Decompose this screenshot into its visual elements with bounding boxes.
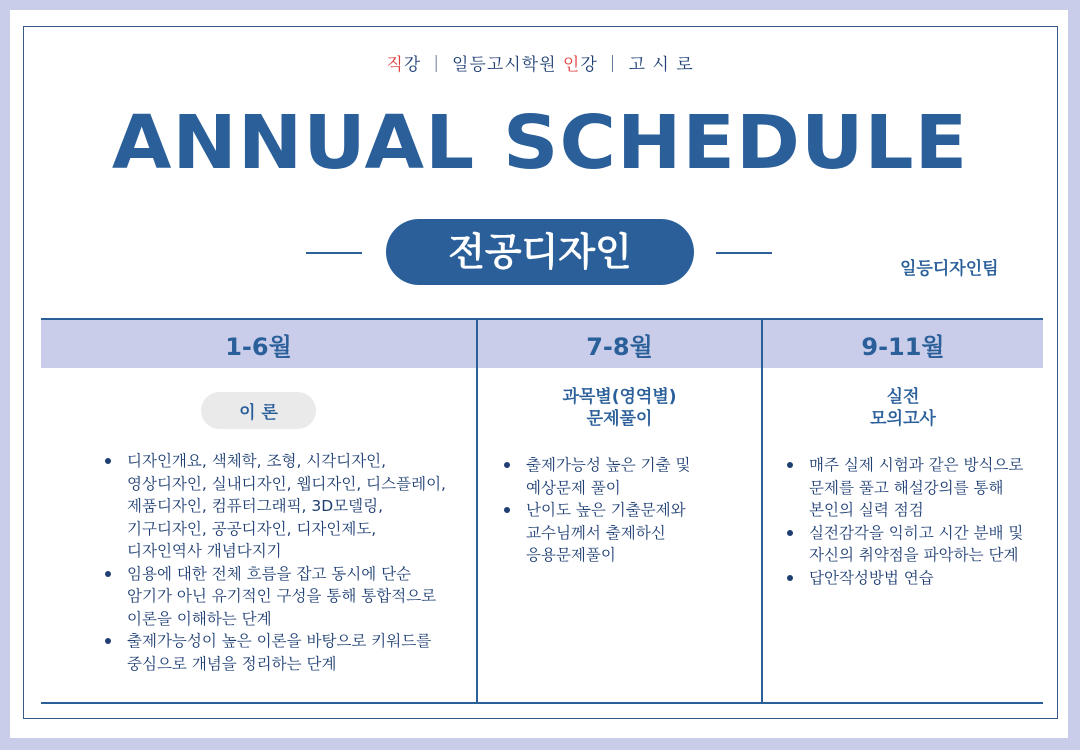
list-item: 답안작성방법 연습 <box>809 567 1031 590</box>
period-header-row <box>41 319 1043 368</box>
team-name: 일등디자인팀 <box>900 259 999 279</box>
stage-list <box>763 454 1043 589</box>
stage-tag: 이 론 <box>201 392 316 429</box>
schedule-cell-practice <box>477 368 762 703</box>
list-item: 임용에 대한 전체 흐름을 잡고 동시에 단순 암기가 아닌 유기적인 구성을 통해 통합적으로 이론을 이해하는 단계 <box>127 563 454 631</box>
subject-divider-right <box>716 252 772 254</box>
list-item: 출제가능성이 높은 이론을 바탕으로 키워드를 중심으로 개념을 정리하는 단계 <box>127 630 454 675</box>
tagline-part-2: 강 ｜ 고 시 로 <box>580 55 694 75</box>
subject-divider-left <box>306 252 362 254</box>
schedule-cell-mock-exam <box>762 368 1043 703</box>
stage-tag-line: 모의고사 <box>870 409 936 429</box>
schedule-row <box>41 368 1043 703</box>
list-item: 난이도 높은 기출문제와 교수님께서 출제하신 응용문제풀이 <box>526 499 743 567</box>
stage-tag-line: 실전 <box>886 387 920 407</box>
top-tagline <box>0 50 1080 75</box>
list-item: 매주 실제 시험과 같은 방식으로 문제를 풀고 해설강의를 통해 본인의 실력 점검 <box>809 454 1031 522</box>
tagline-part-1: 강 ｜ 일등고시학원 <box>403 55 563 75</box>
subject-badge: 전공디자인 <box>386 219 694 285</box>
period-header: 7-8월 <box>477 319 762 368</box>
list-item: 디자인개요, 색체학, 조형, 시각디자인, 영상디자인, 실내디자인, 웹디자인, 디스플레이, 제품디자인, 컴퓨터그래픽, 3D모델링, 기구디자인, 공공디자인, 디자인제도, 디자인역사 개념다지기 <box>127 450 454 563</box>
stage-tag <box>540 382 698 434</box>
stage-list <box>478 454 761 567</box>
stage-tag-line: 과목별(영역별) <box>562 387 677 407</box>
page-title: ANNUAL SCHEDULE <box>111 100 969 186</box>
period-header: 9-11월 <box>762 319 1043 368</box>
stage-tag-line: 문제풀이 <box>586 409 653 429</box>
list-item: 출제가능성 높은 기출 및 예상문제 풀이 <box>526 454 743 499</box>
schedule-cell-theory <box>41 368 477 703</box>
period-header: 1-6월 <box>41 319 477 368</box>
schedule-table <box>41 318 1043 704</box>
stage-tag <box>848 382 958 434</box>
stage-list <box>41 450 476 675</box>
tagline-red-1: 직 <box>386 55 404 75</box>
tagline-red-2: 인 <box>562 55 581 75</box>
list-item: 실전감각을 익히고 시간 분배 및 자신의 취약점을 파악하는 단계 <box>809 522 1031 567</box>
